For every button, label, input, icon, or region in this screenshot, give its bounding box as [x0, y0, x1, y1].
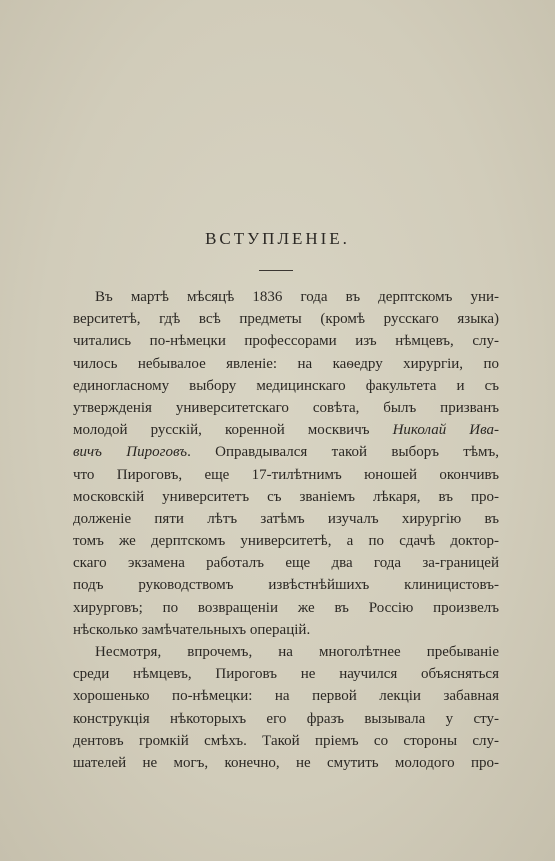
text-line: долженіе пяти лѣтъ затѣмъ изучалъ хирургію въ [73, 510, 499, 527]
text-line: хирурговъ; по возвращеніи же въ Россію произвелъ [73, 599, 499, 616]
chapter-heading: ВСТУПЛЕНІЕ. [205, 229, 350, 248]
text-line: шателей не могъ, конечно, не смутить молодого про- [73, 754, 499, 771]
text-line: среди нѣмцевъ, Пироговъ не научился объясняться [73, 666, 499, 683]
text-line: Въ мартѣ мѣсяцѣ 1836 года въ дерптскомъ уни- [95, 289, 499, 305]
heading-divider [259, 270, 293, 271]
text-line: нѣсколько замѣчательныхъ операцій. [73, 621, 311, 638]
text-fragment: . Оправдывался такой выборъ тѣмъ, [187, 444, 499, 461]
text-line: Несмотря, впрочемъ, на многолѣтнее пребываніе [95, 644, 499, 660]
text-fragment: молодой русскій, коренной москвичъ [73, 422, 393, 439]
text-line: подъ руководствомъ извѣстнѣйшихъ клиницистовъ- [73, 577, 499, 594]
text-line: что Пироговъ, еще 17-тилѣтнимъ юношей окончивъ [73, 466, 499, 483]
page-body-text [73, 286, 499, 774]
text-line: томъ же дерптскомъ университетѣ, а по сдачѣ доктор- [73, 533, 499, 550]
text-line: дентовъ громкій смѣхъ. Такой пріемъ со стороны слу- [73, 732, 499, 749]
text-line: чилось небывалое явленіе: на каѳедру хирургіи, по [73, 355, 499, 372]
text-line [73, 419, 499, 441]
italic-name: Николай Ива- [392, 422, 499, 439]
text-line: скаго экзамена работалъ еще два года за-границей [73, 555, 499, 572]
text-line: конструкція нѣкоторыхъ его фразъ вызывала у сту- [73, 710, 499, 727]
text-line: единогласному выбору медицинскаго факультета и съ [73, 377, 499, 394]
text-line: московскій университетъ съ званіемъ лѣкаря, въ про- [73, 488, 499, 505]
text-line: хорошенько по-нѣмецки: на первой лекціи забавная [73, 688, 499, 705]
text-line [73, 441, 499, 463]
text-line: читались по-нѣмецки профессорами изъ нѣмцевъ, слу- [73, 333, 499, 350]
text-line: утвержденія университетскаго совѣта, былъ призванъ [73, 399, 499, 416]
text-line: верситетѣ, гдѣ всѣ предметы (кромѣ русскаго языка) [73, 311, 499, 328]
italic-name-cont: вичъ Пироговъ [73, 444, 188, 461]
